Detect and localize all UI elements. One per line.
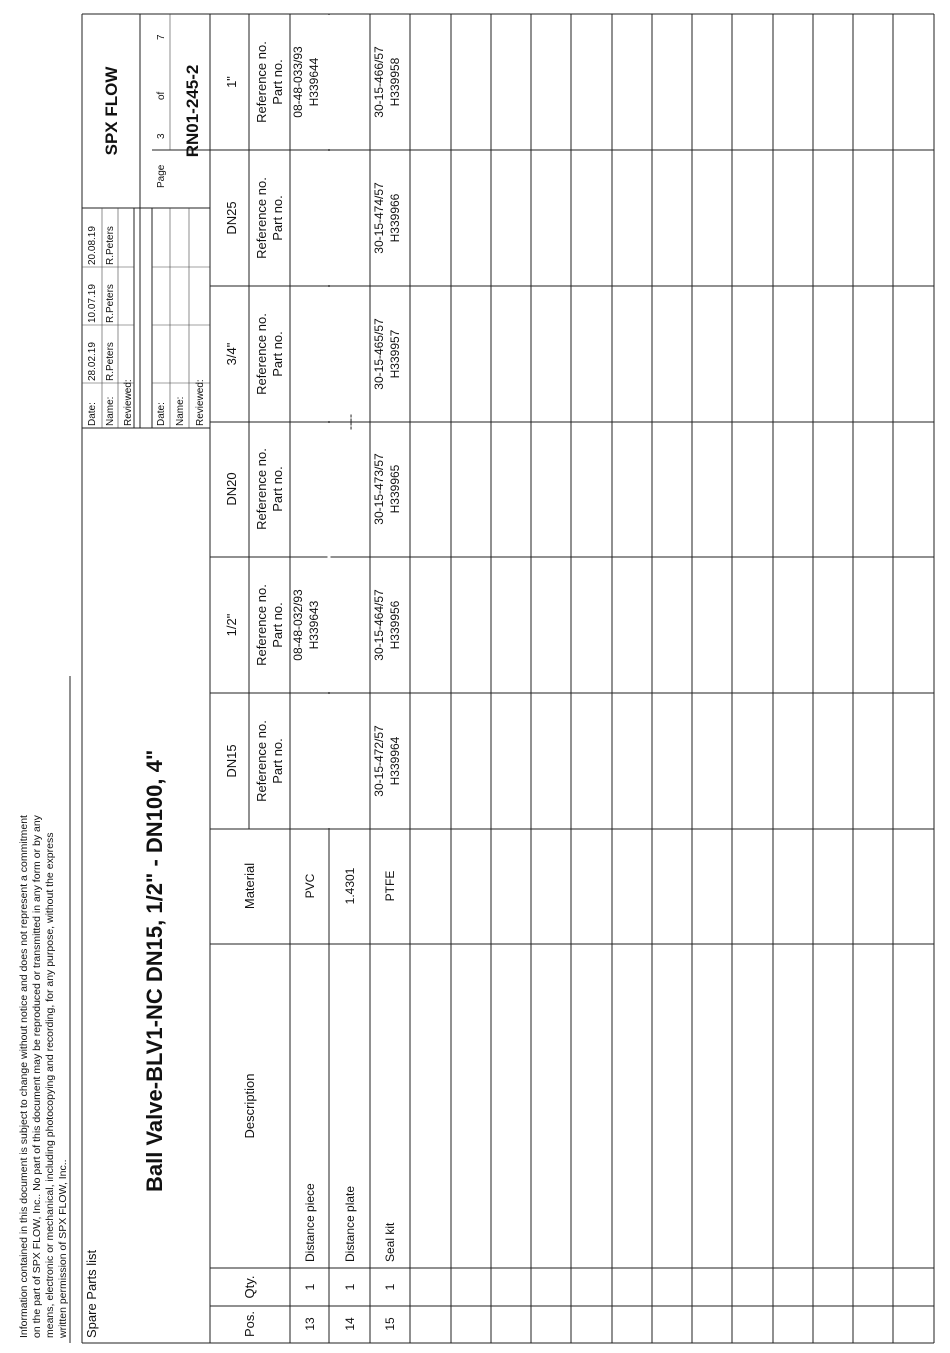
row-pos: 13 [303, 1317, 317, 1331]
header-size-2: DN20 [224, 472, 239, 506]
rev-label-name: Name: [105, 396, 116, 426]
disclaimer-line-4: written permission of SPX FLOW, Inc.. [57, 1159, 69, 1338]
rev-label-date: Date: [87, 402, 98, 426]
rev-1-name: R.Peters [105, 342, 116, 381]
row-ref: 30-15-466/57 [372, 46, 386, 118]
header-ref-1: Reference no. [254, 584, 269, 666]
header-part-0: Part no. [270, 738, 285, 784]
row-ref: 30-15-473/57 [372, 453, 386, 525]
doc-type: Spare Parts list [84, 1249, 99, 1338]
header-size-1: 1/2" [224, 613, 239, 637]
appr-label-date: Date: [156, 402, 167, 426]
page-current: 3 [156, 133, 167, 139]
header-part-3: Part no. [270, 331, 285, 377]
table-body [291, 46, 402, 1331]
header-size-3: 3/4" [224, 342, 239, 366]
page-title: Ball Valve-BLV1-NC DN15, 1/2" - DN100, 4" [142, 749, 167, 1192]
row-ref: 30-15-472/57 [372, 725, 386, 797]
page-label: Page [156, 164, 167, 188]
merged-ref: 08-48-033/93 [291, 46, 305, 118]
header-size-4: DN25 [224, 201, 239, 235]
row-qty: 1 [383, 1283, 397, 1291]
doc-number: RN01-245-2 [183, 64, 202, 158]
merged-part: H339644 [307, 57, 321, 107]
row-part: H339957 [388, 329, 402, 379]
dash-mark: ---- [343, 414, 357, 430]
row-part: H339958 [388, 57, 402, 107]
row-description: Distance plate [343, 1185, 357, 1262]
parts-table-grid [210, 14, 934, 1343]
row-qty: 1 [303, 1283, 317, 1291]
header-ref-0: Reference no. [254, 720, 269, 802]
row-description: Distance piece [303, 1183, 317, 1262]
row-description: Seal kit [383, 1222, 397, 1262]
page-of: of [156, 91, 167, 100]
disclaimer [18, 814, 69, 1339]
merged-ref: 08-48-032/93 [291, 589, 305, 661]
header-part-2: Part no. [270, 466, 285, 512]
rev-1-date: 28.02.19 [87, 342, 98, 381]
row-qty: 1 [343, 1283, 357, 1291]
rev-3-date: 20.08.19 [87, 226, 98, 265]
header-part-1: Part no. [270, 602, 285, 648]
header-description: Description [242, 1073, 257, 1139]
row-pos: 15 [383, 1317, 397, 1331]
page-indicator [156, 34, 167, 188]
header-part-5: Part no. [270, 59, 285, 105]
row-part: H339966 [388, 193, 402, 243]
header-qty: Qty. [242, 1275, 257, 1299]
row-material: 1.4301 [343, 867, 357, 905]
disclaimer-line-1: Information contained in this document is subject to change without notice and does not represent a commitment [18, 815, 30, 1338]
header-ref-2: Reference no. [254, 448, 269, 530]
row-ref: 30-15-474/57 [372, 182, 386, 254]
header-pos: Pos. [242, 1310, 257, 1338]
revision-block [87, 226, 134, 426]
rev-3-name: R.Peters [105, 226, 116, 265]
row-pos: 14 [343, 1317, 357, 1331]
approval-block [156, 379, 206, 426]
row-material: PTFE [383, 870, 397, 902]
row-part: H339956 [388, 600, 402, 650]
disclaimer-line-2: on the part of SPX FLOW, Inc.. No part of this document may be reproduced or transmitted in any form or by any [31, 815, 43, 1338]
company-name: SPX FLOW [102, 66, 121, 156]
header-ref-4: Reference no. [254, 177, 269, 259]
row-ref: 30-15-464/57 [372, 589, 386, 661]
frame [70, 14, 934, 1343]
header-ref-5: Reference no. [254, 41, 269, 123]
appr-label-reviewed: Reviewed: [195, 379, 206, 426]
row-ref: 30-15-465/57 [372, 318, 386, 390]
appr-label-name: Name: [175, 396, 186, 426]
header-size-5: 1" [224, 76, 239, 88]
row-part: H339964 [388, 736, 402, 786]
rev-2-name: R.Peters [105, 284, 116, 323]
header-ref-3: Reference no. [254, 313, 269, 395]
rev-label-reviewed: Reviewed: [123, 379, 134, 426]
header-size-0: DN15 [224, 744, 239, 778]
page-total: 7 [156, 34, 167, 40]
header-part-4: Part no. [270, 195, 285, 241]
disclaimer-line-3: means, electronic or mechanical, including photocopying and recording, for any purpose, without the express [44, 832, 56, 1338]
merged-part: H339643 [307, 600, 321, 650]
row-part: H339965 [388, 464, 402, 514]
table-header [224, 41, 285, 1337]
row-material: PVC [303, 873, 317, 899]
rev-2-date: 10.07.19 [87, 284, 98, 323]
header-material: Material [242, 862, 257, 910]
